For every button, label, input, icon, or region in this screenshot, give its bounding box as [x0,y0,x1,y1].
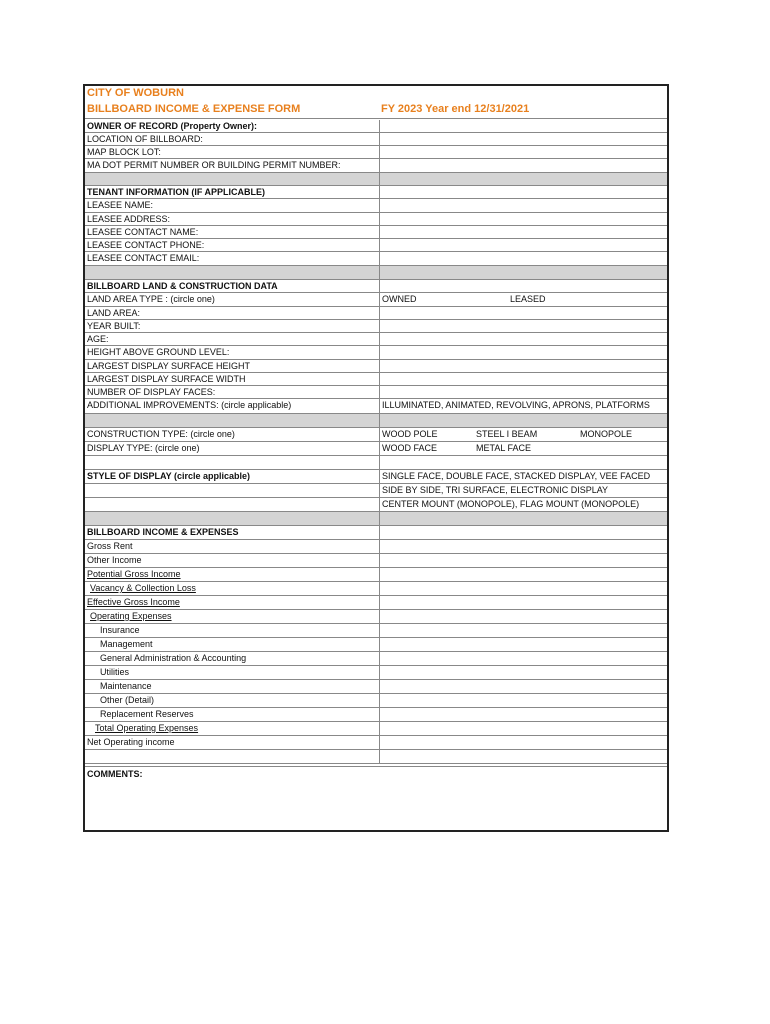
contact-name-field[interactable] [379,226,667,239]
net-operating-row [85,736,667,750]
year-built-field[interactable] [379,320,667,333]
income-expenses-heading: BILLBOARD INCOME & EXPENSES [85,526,379,540]
owner-of-record-label: OWNER OF RECORD (Property Owner): [85,120,379,133]
tenant-heading-row [85,186,667,199]
other-detail-label: Other (Detail) [85,694,379,708]
height-field[interactable] [379,346,667,360]
land-area-type-row [85,293,667,307]
comments-box[interactable] [85,766,667,830]
effective-gross-label: Effective Gross Income [85,596,379,610]
total-operating-row [85,722,667,736]
total-operating-label: Total Operating Expenses [85,722,379,736]
gross-rent-row [85,540,667,554]
operating-expenses-label: Operating Expenses [85,610,379,624]
option-steel-i-beam[interactable]: STEEL I BEAM [476,429,538,439]
general-admin-field[interactable] [379,652,667,666]
insurance-row [85,624,667,638]
height-row [85,346,667,360]
largest-height-row [85,360,667,373]
header-row-city [85,86,667,102]
land-heading-row [85,280,667,293]
net-operating-field[interactable] [379,736,667,750]
header-row-form [85,102,667,119]
location-field[interactable] [379,133,667,146]
option-metal-face[interactable]: METAL FACE [476,443,532,453]
management-row [85,638,667,652]
display-type-label: DISPLAY TYPE: (circle one) [85,442,379,456]
age-label: AGE: [85,333,379,346]
comments-label: COMMENTS: [87,769,143,779]
replacement-row [85,708,667,722]
location-row [85,133,667,146]
income-heading-row [85,526,667,540]
insurance-field[interactable] [379,624,667,638]
map-block-lot-field[interactable] [379,146,667,159]
potential-gross-row [85,568,667,582]
style-of-display-heading: STYLE OF DISPLAY (circle applicable) [85,470,379,484]
age-row [85,333,667,346]
largest-height-field[interactable] [379,360,667,373]
lessee-address-row [85,213,667,226]
option-wood-pole[interactable]: WOOD POLE [382,429,438,439]
improvements-options[interactable]: ILLUMINATED, ANIMATED, REVOLVING, APRONS, PLATFORMS [379,399,667,414]
vacancy-field[interactable] [379,582,667,596]
potential-gross-field[interactable] [379,568,667,582]
land-construction-heading: BILLBOARD LAND & CONSTRUCTION DATA [85,280,379,293]
maintenance-label: Maintenance [85,680,379,694]
lessee-address-field[interactable] [379,213,667,226]
total-operating-field[interactable] [379,722,667,736]
contact-name-row [85,226,667,239]
display-type-row [85,442,667,456]
utilities-label: Utilities [85,666,379,680]
replacement-reserves-field[interactable] [379,708,667,722]
faces-field[interactable] [379,386,667,399]
land-area-label: LAND AREA: [85,307,379,320]
general-admin-row [85,652,667,666]
utilities-field[interactable] [379,666,667,680]
maintenance-field[interactable] [379,680,667,694]
lessee-name-row [85,199,667,213]
style-row-3 [85,498,667,512]
option-leased[interactable]: LEASED [510,294,546,304]
management-field[interactable] [379,638,667,652]
land-area-type-label: LAND AREA TYPE : (circle one) [85,293,379,307]
style-options-line-1[interactable]: SINGLE FACE, DOUBLE FACE, STACKED DISPLAY, VEE FACED [379,470,667,484]
contact-email-field[interactable] [379,252,667,266]
largest-width-row [85,373,667,386]
divider-grey [85,512,667,526]
construction-type-label: CONSTRUCTION TYPE: (circle one) [85,428,379,442]
location-label: LOCATION OF BILLBOARD: [85,133,379,146]
divider-grey [85,414,667,428]
age-field[interactable] [379,333,667,346]
blank-row [85,750,667,764]
option-monopole[interactable]: MONOPOLE [580,429,633,439]
gross-rent-field[interactable] [379,540,667,554]
effective-gross-field[interactable] [379,596,667,610]
map-block-lot-row [85,146,667,159]
construction-type-row [85,428,667,442]
form-title: BILLBOARD INCOME & EXPENSE FORM [87,103,301,115]
other-detail-row [85,694,667,708]
style-options-line-2[interactable]: SIDE BY SIDE, TRI SURFACE, ELECTRONIC DISPLAY [379,484,667,498]
lessee-name-field[interactable] [379,199,667,213]
land-area-type-options [379,293,667,307]
faces-row [85,386,667,399]
contact-email-label: LEASEE CONTACT EMAIL: [85,252,379,266]
blank-row [85,456,667,470]
vacancy-label: Vacancy & Collection Loss [85,582,379,596]
fiscal-year-label: FY 2023 Year end 12/31/2021 [381,103,530,115]
other-income-field[interactable] [379,554,667,568]
divider-grey [85,173,667,186]
largest-height-label: LARGEST DISPLAY SURFACE HEIGHT [85,360,379,373]
year-built-label: YEAR BUILT: [85,320,379,333]
other-income-label: Other Income [85,554,379,568]
other-detail-field[interactable] [379,694,667,708]
display-type-options [379,442,667,456]
utilities-row [85,666,667,680]
largest-width-field[interactable] [379,373,667,386]
operating-expenses-field[interactable] [379,610,667,624]
height-label: HEIGHT ABOVE GROUND LEVEL: [85,346,379,360]
improvements-row [85,399,667,414]
land-area-field[interactable] [379,307,667,320]
replacement-reserves-label: Replacement Reserves [85,708,379,722]
contact-email-row [85,252,667,266]
construction-type-options [379,428,667,442]
potential-gross-label: Potential Gross Income [85,568,379,582]
contact-phone-field[interactable] [379,239,667,252]
other-income-row [85,554,667,568]
owner-of-record-field[interactable] [379,120,667,133]
general-admin-label: General Administration & Accounting [85,652,379,666]
faces-label: NUMBER OF DISPLAY FACES: [85,386,379,399]
tenant-heading: TENANT INFORMATION (IF APPLICABLE) [85,186,379,199]
map-block-lot-label: MAP BLOCK LOT: [85,146,379,159]
contact-name-label: LEASEE CONTACT NAME: [85,226,379,239]
permit-number-field[interactable] [379,159,667,173]
maintenance-row [85,680,667,694]
vacancy-row [85,582,667,596]
divider-grey [85,266,667,280]
largest-width-label: LARGEST DISPLAY SURFACE WIDTH [85,373,379,386]
lessee-address-label: LEASEE ADDRESS: [85,213,379,226]
gross-rent-label: Gross Rent [85,540,379,554]
contact-phone-row [85,239,667,252]
improvements-label: ADDITIONAL IMPROVEMENTS: (circle applicable) [85,399,379,414]
land-area-row [85,307,667,320]
management-label: Management [85,638,379,652]
owner-row [85,120,667,133]
style-row-1 [85,470,667,484]
option-wood-face[interactable]: WOOD FACE [382,443,438,453]
billboard-form [83,84,669,832]
insurance-label: Insurance [85,624,379,638]
city-title: CITY OF WOBURN [87,87,184,99]
style-options-line-3[interactable]: CENTER MOUNT (MONOPOLE), FLAG MOUNT (MONOPOLE) [379,498,667,512]
contact-phone-label: LEASEE CONTACT PHONE: [85,239,379,252]
style-row-2 [85,484,667,498]
net-operating-label: Net Operating income [85,736,379,750]
permit-row [85,159,667,173]
year-built-row [85,320,667,333]
lessee-name-label: LEASEE NAME: [85,199,379,213]
permit-number-label: MA DOT PERMIT NUMBER OR BUILDING PERMIT NUMBER: [85,159,379,173]
option-owned[interactable]: OWNED [382,294,417,304]
operating-expenses-row [85,610,667,624]
effective-gross-row [85,596,667,610]
